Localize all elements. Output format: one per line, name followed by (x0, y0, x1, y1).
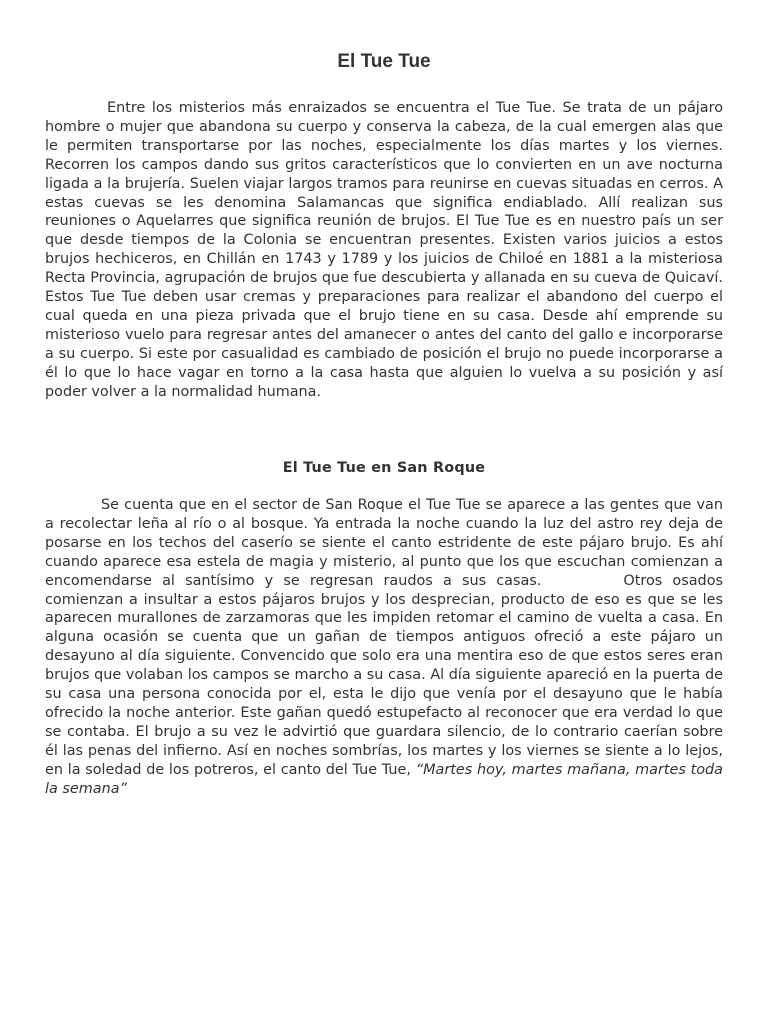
paragraph-san-roque (45, 496, 723, 799)
paragraph-san-roque-text-part1: Se cuenta que en el sector de San Roque el Tue Tue se aparece a las gentes que van a recolectar leña al río o al bosque. Ya entrada la noche cuando la luz del astro rey deja de posarse en los techos del caserío se siente el canto estridente de este pájaro brujo. Es ahí cuando aparece esa estela de magia y misterio, al punto que los que escuchan comienzan a encomendarse al santísimo y se regresan raudos a sus casas. (45, 497, 723, 589)
closing-quote: “Martes hoy, martes mañana, martes toda la semana” (45, 761, 723, 797)
page-title: El Tue Tue (337, 51, 431, 72)
paragraph-intro (45, 99, 723, 402)
paragraph-san-roque-text-part2: Otros osados comienzan a insultar a estos pájaros brujos y los desprecian, producto de eso es que se les aparecen murallones de zarzamoras que les impiden retomar el camino de vuelta a casa. En alguna ocasión se cuenta que un gañan de tiempos antiguos ofreció a este pájaro un desayuno al día siguiente. Convencido que solo era una mentira eso de que estos seres eran brujos que volaban los campos se marcho a su casa. Al día siguiente apareció en la puerta de su casa una persona conocida por el, esta le dijo que venía por el desayuno que le había ofrecido la noche anterior. Este gañan quedó estupefacto al reconocer que era verdad lo que se contaba. El brujo a su vez le advirtió que guardara silencio, de lo contrario caerían sobre él las penas del infierno. Así en noches sombrías, los martes y los viernes se siente a lo lejos, en la soledad de los potreros, el canto del Tue Tue, (45, 572, 723, 778)
section-title: El Tue Tue en San Roque (282, 460, 486, 476)
paragraph-intro-text: Entre los misterios más enraizados se encuentra el Tue Tue. Se trata de un pájaro hombre o mujer que abandona su cuerpo y conserva la cabeza, de la cual emergen alas que le permiten transportarse por las noches, especialmente los días martes y los viernes. Recorren los campos dando sus gritos característicos que lo convierten en un ave nocturna ligada a la brujería. Suelen viajar largos tramos para reunirse en cuevas situadas en cerros. A estas cuevas se les denomina Salamancas que significa endiablado. Allí realizan sus reuniones o Aquelarres que significa reunión de brujos. El Tue Tue es en nuestro país un ser que desde tiempos de la Colonia se encuentran presentes. Existen varios juicios a estos brujos hechiceros, en Chillán en 1743 y 1789 y los juicios de Chiloé en 1881 a la misteriosa Recta Provincia, agrupación de brujos que fue descubierta y allanada en su cueva de Quicaví. Estos Tue Tue deben usar cremas y preparaciones para realizar el abandono del cuerpo el cual queda en una pieza privada que el brujo tiene en su casa. Desde ahí emprende su misterioso vuelo para regresar antes del amanecer o antes del canto del gallo e incorporarse a su cuerpo. Si este por casualidad es cambiado de posición el brujo no puede incorporarse a él lo que lo hace vagar en torno a la casa hasta que alguien lo vuelva a su posición y así poder volver a la normalidad humana. (45, 100, 723, 400)
